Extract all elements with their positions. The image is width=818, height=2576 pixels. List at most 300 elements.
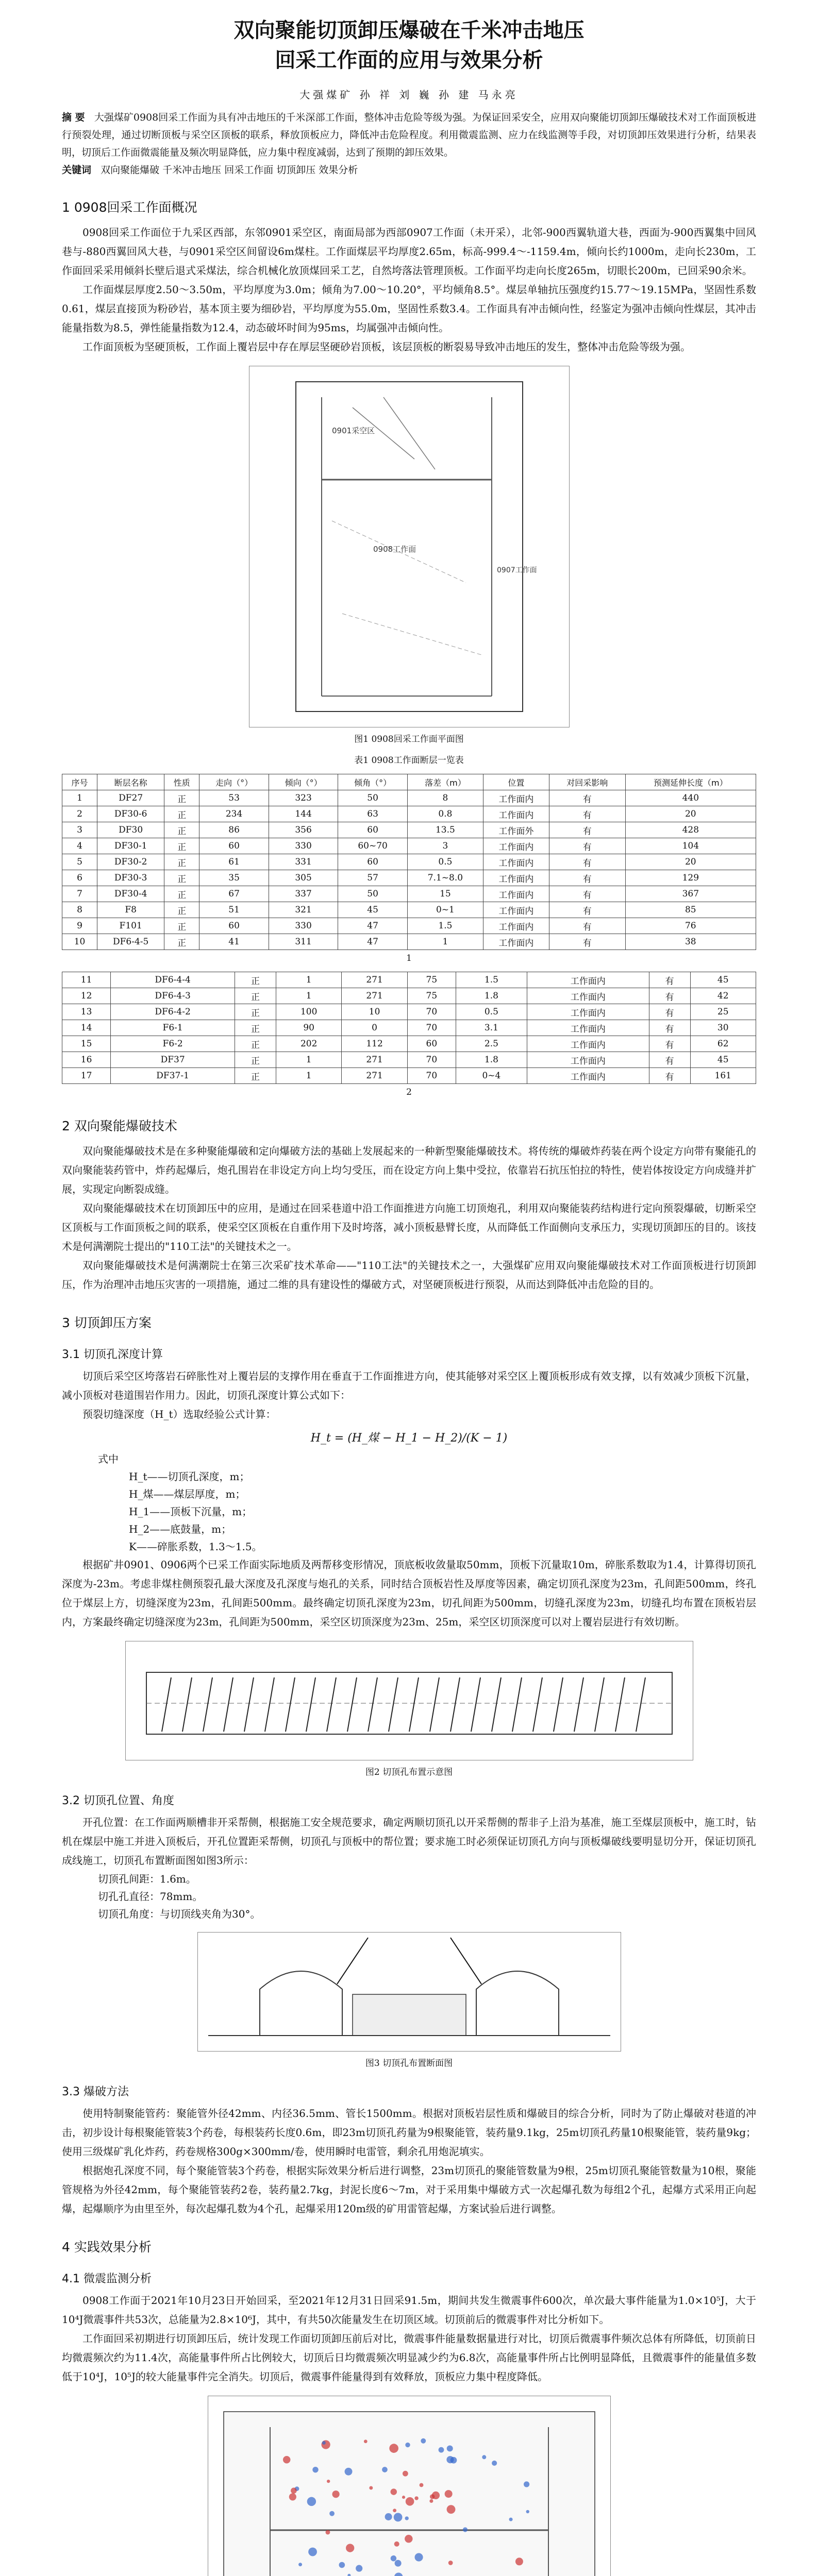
table-cell: DF37-1 — [111, 1068, 235, 1084]
table-1-header-cell: 对回采影响 — [549, 774, 625, 790]
microseismic-event-dot — [332, 2490, 339, 2498]
table-cell: 0~4 — [456, 1068, 527, 1084]
microseismic-event-dot — [307, 2497, 315, 2506]
table-cell: 工作面内 — [483, 806, 549, 822]
table-cell: 271 — [342, 1068, 407, 1084]
table-cell: 11 — [62, 972, 111, 988]
table-cell: 有 — [549, 854, 625, 870]
microseismic-event-dot — [414, 2496, 418, 2500]
borehole-line — [286, 1677, 295, 1732]
microseismic-event-dot — [298, 2563, 302, 2566]
table-cell: 1.5 — [456, 972, 527, 988]
microseismic-event-dot — [421, 2438, 426, 2444]
table-cell: 4 — [62, 838, 97, 854]
table-cell: 工作面内 — [527, 972, 649, 988]
table-cell: 45 — [690, 972, 756, 988]
table-cell: 有 — [549, 918, 625, 934]
borehole-line — [203, 1677, 212, 1732]
table-cell: 311 — [269, 934, 338, 950]
table-cell: 工作面内 — [527, 1068, 649, 1084]
table-cell: 51 — [199, 902, 269, 918]
figure-3 — [197, 1932, 621, 2052]
table-cell: 正 — [235, 1020, 276, 1036]
title-line-1: 双向聚能切顶卸压爆破在千米冲击地压 — [233, 19, 585, 42]
table-cell: DF30-3 — [97, 870, 164, 886]
table-cell: 61 — [199, 854, 269, 870]
section-4-heading: 4 实践效果分析 — [62, 2240, 152, 2255]
table-cell: 330 — [269, 838, 338, 854]
table-cell: 100 — [276, 1004, 341, 1020]
table-cell: 330 — [269, 918, 338, 934]
table-1-header-cell: 预测延伸长度（m） — [625, 774, 756, 790]
table-row — [62, 972, 756, 988]
table-1-header-row — [62, 774, 756, 790]
table-1-header-cell: 位置 — [483, 774, 549, 790]
table-cell: 60 — [199, 838, 269, 854]
borehole-parameter: 切孔孔直径：78mm。 — [98, 1890, 203, 1903]
section-3-heading: 3 切顶卸压方案 — [62, 1315, 152, 1330]
borehole-line — [347, 1677, 357, 1732]
table-cell: 15 — [62, 1036, 111, 1052]
table-cell: 45 — [690, 1052, 756, 1068]
fig1-label-face: 0908工作面 — [373, 545, 416, 554]
section-2-paragraph-3: 双向聚能爆破技术是何满潮院士在第三次采矿技术革命——"110工法"的关键技术之一，大强煤矿应用双向聚能爆破技术对工作面顶板进行切顶卸压，作为治理冲击地压灾害的一项措施，通过二维的具有建设性的爆破方式，对坚硬顶板进行预裂，从而达到降低冲击危险的目的。 — [62, 1259, 756, 1291]
table-cell: 3.1 — [456, 1020, 527, 1036]
microseismic-event-dot — [356, 2565, 362, 2572]
figure-2-borehole-layout — [126, 1641, 693, 1760]
microseismic-event-dot — [482, 2455, 486, 2459]
table-cell: 正 — [164, 934, 199, 950]
microseismic-event-dot — [344, 2468, 352, 2476]
keywords — [62, 161, 756, 179]
microseismic-event-dot — [414, 2553, 423, 2562]
microseismic-event-dot — [382, 2467, 388, 2472]
table-cell: 正 — [164, 806, 199, 822]
borehole-line — [636, 1677, 645, 1732]
table-cell: 38 — [625, 934, 756, 950]
table-cell: 正 — [164, 886, 199, 902]
table-row — [62, 1004, 756, 1020]
table-cell: 25 — [690, 1004, 756, 1020]
table-cell: 1.5 — [407, 918, 483, 934]
table-cell: 2 — [62, 806, 97, 822]
section-3-3-paragraph-2: 根据炮孔深度不同，每个聚能管装3个药卷，根据实际效果分析后进行调整，23m切顶孔的聚能管数量为9根，25m切顶孔聚能管数量为10根，聚能管规格为外径42mm，每个聚能管装药2卷，装药量2.7kg，封泥长度6～7m，对于采用集中爆破方式一次起爆孔数为每组2个孔，起爆方式采用正向起爆，起爆顺序为由里至外，每次起爆孔数为4个孔，起爆采用120m级的矿用雷管起爆，方案试验后进行调整。 — [62, 2164, 756, 2215]
table-cell: 2.5 — [456, 1036, 527, 1052]
borehole-line — [615, 1677, 625, 1732]
microseismic-event-dot — [394, 2560, 401, 2567]
table-cell: 工作面外 — [483, 822, 549, 838]
table-cell: 有 — [649, 1020, 690, 1036]
microseismic-event-dot — [444, 2490, 452, 2498]
table-cell: 45 — [338, 902, 408, 918]
table-row — [62, 806, 756, 822]
table-cell: 正 — [235, 1004, 276, 1020]
table-1b-continuation-label: 2 — [406, 1087, 412, 1097]
borehole-line — [533, 1677, 542, 1732]
table-cell: 正 — [164, 918, 199, 934]
table-cell: 有 — [649, 972, 690, 988]
paper-title — [62, 15, 756, 75]
table-row — [62, 1036, 756, 1052]
table-cell: 356 — [269, 822, 338, 838]
table-cell: 428 — [625, 822, 756, 838]
table-cell: 3 — [407, 838, 483, 854]
microseismic-event-dot — [446, 2505, 455, 2514]
table-cell: DF6-4-2 — [111, 1004, 235, 1020]
microseismic-event-dot — [390, 2555, 396, 2561]
table-cell: 60 — [338, 854, 408, 870]
microseismic-event-dot — [291, 2488, 297, 2494]
table-row — [62, 822, 756, 838]
table-cell: 1 — [62, 790, 97, 806]
table-cell: DF30-1 — [97, 838, 164, 854]
table-cell: 有 — [549, 934, 625, 950]
table-cell: 有 — [549, 790, 625, 806]
table-cell: DF30 — [97, 822, 164, 838]
formula-parameter: H_1——顶板下沉量，m； — [129, 1505, 253, 1518]
section-3-3-paragraph-1: 使用特制聚能管药：聚能管外径42mm、内径36.5mm、管长1500mm。根据对顶板岩层性质和爆破目的综合分析，同时为了防止爆破对巷道的冲击，初步设计每根聚能管装3个药卷，每根装药长度0.6m，即23m切顶孔药量为9根聚能管，装药量9.1kg，25m切顶孔药量10根聚能管，装药量9kg；使用三级煤矿乳化炸药，药卷规格300g×300mm/卷，使用瞬时电雷管，剩余孔用炮泥填实。 — [62, 2107, 756, 2158]
borehole-line — [265, 1677, 274, 1732]
table-cell: 有 — [649, 1004, 690, 1020]
formula-parameter: K——碎胀系数，1.3～1.5。 — [129, 1540, 262, 1553]
microseismic-event-dot — [289, 2493, 296, 2500]
table-cell: 53 — [199, 790, 269, 806]
figure-1-caption: 图1 0908回采工作面平面图 — [354, 734, 464, 744]
table-cell: 有 — [649, 1052, 690, 1068]
table-cell: 41 — [199, 934, 269, 950]
table-cell: 工作面内 — [527, 1036, 649, 1052]
microseismic-event-dot — [346, 2544, 354, 2552]
borehole-line — [182, 1677, 192, 1732]
figure-2 — [125, 1641, 693, 1760]
table-cell: 工作面内 — [483, 854, 549, 870]
microseismic-event-dot — [446, 2456, 454, 2463]
microseismic-event-dot — [393, 2509, 396, 2512]
table-cell: 工作面内 — [527, 1004, 649, 1020]
table-cell: 1 — [407, 934, 483, 950]
microseismic-event-dot — [390, 2488, 396, 2495]
table-cell: 8 — [62, 902, 97, 918]
table-cell: 305 — [269, 870, 338, 886]
section-2-paragraph-2: 双向聚能爆破技术在切顶卸压中的应用，是通过在回采巷道中沿工作面推进方向施工切顶炮孔，利用双向聚能装药结构进行定向预裂爆破，切断采空区顶板与工作面顶板之间的联系，使采空区顶板在自重作用下及时垮落，减小顶板悬臂长度，从而降低工作面侧向支承压力，实现切顶卸压的目的。该技术是何满潮院士提出的"110工法"的关键技术之一。 — [62, 1202, 756, 1252]
microseismic-event-dot — [282, 2456, 290, 2463]
table-cell: 0 — [342, 1020, 407, 1036]
section-3-3-heading: 3.3 爆破方法 — [62, 2086, 129, 2098]
table-cell: 正 — [235, 988, 276, 1004]
borehole-line — [368, 1677, 377, 1732]
table-cell: 104 — [625, 838, 756, 854]
figure-4 — [208, 2396, 611, 2576]
author-list: 大强煤矿 孙 祥 刘 巍 孙 建 马永亮 — [299, 89, 519, 101]
table-cell: 321 — [269, 902, 338, 918]
table-cell: DF27 — [97, 790, 164, 806]
table-1-continuation-label: 1 — [406, 953, 412, 963]
borehole-line — [244, 1677, 254, 1732]
section-4-1-paragraph-2: 工作面回采初期进行切顶卸压后，统计发现工作面切顶卸压前后对比，微震事件能量数据量进行对比，切顶后微震事件频次总体有所降低，切顶前日均微震频次约为11.4次，高能量事件所占比例较大，切顶后日均微震频次明显减少约为6.8次，高能量事件所占比例明显降低，且微震事件的能量值多数低于10⁴J，10⁵J的较大能量事件完全消失。切顶后，微震事件能量得到有效释放，顶板应力集中程度降低。 — [62, 2332, 756, 2383]
microseismic-event-dot — [438, 2447, 444, 2453]
table-cell: 20 — [625, 806, 756, 822]
table-cell: DF6-4-3 — [111, 988, 235, 1004]
table-cell: 工作面内 — [483, 886, 549, 902]
borehole-line — [306, 1677, 315, 1732]
table-cell: 5 — [62, 854, 97, 870]
table-cell: F101 — [97, 918, 164, 934]
table-cell: 112 — [342, 1036, 407, 1052]
table-1-continued-body — [62, 972, 756, 1084]
borehole-line — [554, 1677, 563, 1732]
keywords-label: 关键词 — [62, 164, 92, 176]
table-cell: 47 — [338, 934, 408, 950]
microseismic-event-dot — [325, 2530, 330, 2535]
table-row — [62, 902, 756, 918]
microseismic-event-dot — [405, 2516, 408, 2520]
microseismic-event-dot — [492, 2461, 497, 2466]
formula-cut-depth: H_t = (H_煤 − H_1 − H_2)/(K − 1) — [310, 1432, 508, 1445]
microseismic-event-dot — [312, 2467, 318, 2472]
borehole-line — [595, 1677, 604, 1732]
table-cell: DF30-6 — [97, 806, 164, 822]
microseismic-event-dot — [405, 2535, 412, 2543]
abstract-text: 大强煤矿0908回采工作面为具有冲击地压的千米深部工作面，整体冲击危险等级为强。为保证回采安全，应用双向聚能切顶卸压爆破技术对工作面顶板进行预裂处理，通过切断顶板与采空区顶板的联系，释放顶板应力，降低冲击危险程度。利用微震监测、应力在线监测等手段，对切顶卸压效果进行分析，结果表明，切顶后工作面微震能量及频次明显降低，应力集中程度减弱，达到了预期的卸压效果。 — [62, 112, 757, 158]
table-cell: 60 — [407, 1036, 456, 1052]
keywords-text: 双向聚能爆破 千米冲击地压 回采工作面 切顶卸压 效果分析 — [101, 164, 358, 176]
section-4-1-paragraph-1: 0908工作面于2021年10月23日开始回采，至2021年12月31日回采91.5m，期间共发生微震事件600次，单次最大事件能量为1.0×10⁵J，大于10⁴J微震事件共53次，总能量为2.8×10⁶J，其中，有共50次能量发生在切顶区域。切顶前后的微震事件对比分析如下。 — [62, 2294, 756, 2326]
microseismic-event-dot — [308, 2548, 317, 2556]
borehole-line — [492, 1677, 501, 1732]
borehole-line — [389, 1677, 398, 1732]
table-1-header-cell: 倾向（°） — [269, 774, 338, 790]
table-cell: 86 — [199, 822, 269, 838]
microseismic-event-dot — [394, 2541, 399, 2547]
borehole-line — [224, 1677, 233, 1732]
table-row — [62, 886, 756, 902]
fig1-label-goaf: 0901采空区 — [331, 426, 375, 435]
table-cell: F8 — [97, 902, 164, 918]
microseismic-event-dot — [526, 2510, 529, 2513]
table-cell: 有 — [549, 886, 625, 902]
table-cell: 13.5 — [407, 822, 483, 838]
borehole-line — [450, 1677, 460, 1732]
table-cell: 70 — [407, 1068, 456, 1084]
section-1-heading: 1 0908回采工作面概况 — [62, 200, 197, 215]
table-cell: 正 — [164, 870, 199, 886]
formula-where-label: 式中 — [98, 1453, 119, 1465]
table-cell: 20 — [625, 854, 756, 870]
table-row — [62, 1068, 756, 1084]
table-cell: 12 — [62, 988, 111, 1004]
table-row — [62, 854, 756, 870]
table-cell: 1.8 — [456, 1052, 527, 1068]
microseismic-event-dot — [339, 2562, 345, 2568]
borehole-line — [574, 1677, 583, 1732]
table-cell: 271 — [342, 1052, 407, 1068]
table-cell: 正 — [164, 838, 199, 854]
table-cell: 17 — [62, 1068, 111, 1084]
table-cell: 271 — [342, 972, 407, 988]
section-3-1-heading: 3.1 切顶孔深度计算 — [62, 1348, 163, 1361]
section-3-2-parameters — [62, 1870, 756, 1923]
table-cell: 1 — [276, 1068, 341, 1084]
table-cell: 1 — [276, 1052, 341, 1068]
table-cell: 90 — [276, 1020, 341, 1036]
table-cell: 62 — [690, 1036, 756, 1052]
table-cell: 129 — [625, 870, 756, 886]
borehole-line — [162, 1677, 171, 1732]
figure-3-caption: 图3 切顶孔布置断面图 — [365, 2058, 453, 2069]
table-cell: 正 — [164, 822, 199, 838]
table-cell: 工作面内 — [483, 902, 549, 918]
table-cell: 9 — [62, 918, 97, 934]
table-cell: 0.5 — [456, 1004, 527, 1020]
section-2-heading: 2 双向聚能爆破技术 — [62, 1118, 177, 1133]
abstract — [62, 109, 756, 161]
table-1-continued — [62, 972, 756, 1084]
table-cell: 工作面内 — [483, 838, 549, 854]
table-cell: 有 — [549, 806, 625, 822]
table-cell: 7.1~8.0 — [407, 870, 483, 886]
table-cell: 有 — [649, 988, 690, 1004]
section-3-2-heading: 3.2 切顶孔位置、角度 — [62, 1794, 174, 1807]
section-1-paragraph-1: 0908回采工作面位于九采区西部，东邻0901采空区，南面局部为西部0907工作面（未开采），北邻-900西翼轨道大巷，西面为-900西翼集中回风巷与-880西翼回风大巷，与0901采空区间留设6m煤柱。工作面煤层平均厚度2.65m，标高-999.4～-1159.4m，倾向长约1000m，走向长230m，工作面回采采用倾斜长壁后退式采煤法，综合机械化放顶煤回采工艺，自然垮落法管理顶板。工作面平均走向长度265m，切眼长200m，已回采90余米。 — [62, 226, 756, 277]
table-cell: 0.5 — [407, 854, 483, 870]
table-cell: 76 — [625, 918, 756, 934]
microseismic-event-dot — [402, 2496, 405, 2499]
microseismic-event-dot — [419, 2483, 423, 2487]
table-cell: 工作面内 — [527, 988, 649, 1004]
table-cell: 42 — [690, 988, 756, 1004]
figure-3-section-drawing — [198, 1933, 621, 2051]
table-1-header-cell: 走向（°） — [199, 774, 269, 790]
figure-1 — [249, 366, 570, 727]
table-cell: 271 — [342, 988, 407, 1004]
table-cell: 正 — [164, 790, 199, 806]
section-1-paragraph-2: 工作面煤层厚度2.50～3.50m，平均厚度为3.0m；倾角为7.00～10.20°，平均倾角8.5°。煤层单轴抗压强度约15.77～19.15MPa，坚固性系数0.61，煤层直接顶为粉砂岩，基本顶主要为细砂岩，平均厚度为55.0m，坚固性系数3.4。工作面具有冲击倾向性，经鉴定为强冲击倾向性煤层，其冲击能量指数为8.5，弹性能量指数为12.4，动态破坏时间为95ms，均属强冲击倾向性。 — [62, 283, 756, 334]
table-cell: 有 — [549, 870, 625, 886]
microseismic-event-dot — [322, 2441, 325, 2445]
table-cell: 161 — [690, 1068, 756, 1084]
table-cell: 67 — [199, 886, 269, 902]
table-cell: 有 — [649, 1068, 690, 1084]
table-1-header-cell: 性质 — [164, 774, 199, 790]
table-cell: 10 — [62, 934, 97, 950]
table-1-header-cell: 落差（m） — [407, 774, 483, 790]
table-cell: F6-2 — [111, 1036, 235, 1052]
table-cell: 440 — [625, 790, 756, 806]
table-cell: 202 — [276, 1036, 341, 1052]
microseismic-event-dot — [462, 2527, 467, 2532]
microseismic-event-dot — [326, 2480, 329, 2483]
borehole-line — [327, 1677, 336, 1732]
table-cell: 63 — [338, 806, 408, 822]
table-row — [62, 1020, 756, 1036]
table-row — [62, 934, 756, 950]
table-cell: 15 — [407, 886, 483, 902]
table-1-body — [62, 790, 756, 950]
section-3-1-paragraph-3: 根据矿井0901、0906两个已采工作面实际地质及两帮移变形情况，顶底板收敛量取50mm，顶板下沉量取10m，碎胀系数取为1.4，计算得切顶孔深度为-23m。考虑非煤柱侧预裂孔最大深度及孔深度与炮孔的关系，同时结合顶板岩性及厚度等因素，确定切顶孔深度为23m，孔间距500mm，终孔位于煤层上方，切缝深度为23m，孔间距500mm。最终确定切顶孔深度为23m，切孔间距为500mm，切缝孔深度为23m，切缝孔均布置在顶板岩层内，方案最终确定切缝深度为23m，孔间距为500mm，采空区切顶深度为23m、25m，采空区切顶深度可以对上覆岩层进行有效切断。 — [62, 1558, 756, 1628]
table-cell: 0.8 — [407, 806, 483, 822]
table-cell: 工作面内 — [483, 790, 549, 806]
table-cell: 57 — [338, 870, 408, 886]
table-row — [62, 918, 756, 934]
table-cell: 337 — [269, 886, 338, 902]
section-3-1-paragraph-1: 切顶后采空区垮落岩石碎胀性对上覆岩层的支撑作用在垂直于工作面推进方向，使其能够对采空区上覆顶板形成有效支撑，以有效减少顶板下沉量，减小顶板对巷道围岩作用力。因此，切顶孔深度计算公式如下： — [62, 1370, 756, 1401]
table-cell: DF6-4-5 — [97, 934, 164, 950]
microseismic-event-dot — [431, 2492, 439, 2499]
table-cell: 234 — [199, 806, 269, 822]
table-cell: 16 — [62, 1052, 111, 1068]
table-cell: 工作面内 — [483, 918, 549, 934]
table-cell: 60~70 — [338, 838, 408, 854]
borehole-parameter: 切顶孔角度：与切顶线夹角为30°。 — [98, 1908, 261, 1920]
table-cell: 60 — [199, 918, 269, 934]
borehole-line — [409, 1677, 419, 1732]
table-cell: 工作面内 — [527, 1020, 649, 1036]
table-cell: 70 — [407, 1004, 456, 1020]
table-cell: 35 — [199, 870, 269, 886]
table-1 — [62, 774, 756, 950]
table-1-header-cell: 倾角（°） — [338, 774, 408, 790]
section-2-paragraph-1: 双向聚能爆破技术是在多种聚能爆破和定向爆破方法的基础上发展起来的一种新型聚能爆破技术。将传统的爆破炸药装在两个设定方向带有聚能孔的双向聚能装药管中，炸药起爆后，炮孔围岩在非设定方向上均匀受压，而在设定方向上集中受拉，依靠岩石抗压怕拉的特性，使岩体按设定方向成缝并扩展，实现定向断裂成缝。 — [62, 1145, 756, 1195]
borehole-parameter: 切顶孔间距：1.6m。 — [98, 1873, 196, 1885]
table-row — [62, 988, 756, 1004]
table-cell: 70 — [407, 1020, 456, 1036]
microseismic-event-dot — [405, 2497, 414, 2506]
table-cell: 工作面内 — [527, 1052, 649, 1068]
microseismic-event-dot — [509, 2518, 512, 2521]
table-cell: DF30-4 — [97, 886, 164, 902]
microseismic-event-dot — [405, 2443, 410, 2447]
table-cell: 1.8 — [456, 988, 527, 1004]
table-cell: 14 — [62, 1020, 111, 1036]
microseismic-event-dot — [363, 2439, 367, 2443]
table-1-header-cell: 断层名称 — [97, 774, 164, 790]
table-cell: 75 — [407, 972, 456, 988]
table-cell: 47 — [338, 918, 408, 934]
table-cell: 70 — [407, 1052, 456, 1068]
table-cell: 工作面内 — [483, 934, 549, 950]
table-cell: 13 — [62, 1004, 111, 1020]
section-1-paragraph-3: 工作面顶板为坚硬顶板，工作面上覆岩层中存在厚层坚硬砂岩顶板，该层顶板的断裂易导致冲击地压的发生，整体冲击危险等级为强。 — [82, 341, 691, 353]
table-cell: 323 — [269, 790, 338, 806]
microseismic-event-dot — [523, 2481, 529, 2487]
table-cell: 有 — [549, 902, 625, 918]
microseismic-event-dot — [369, 2486, 373, 2490]
section-4-1-heading: 4.1 微震监测分析 — [62, 2273, 152, 2285]
microseismic-event-dot — [329, 2511, 335, 2516]
table-cell: 50 — [338, 790, 408, 806]
table-cell: 有 — [549, 838, 625, 854]
table-cell: 正 — [235, 1068, 276, 1084]
formula-parameter: H_2——底鼓量，m； — [129, 1523, 232, 1535]
table-cell: 0~1 — [407, 902, 483, 918]
microseismic-event-dot — [393, 2513, 402, 2522]
table-cell: 3 — [62, 822, 97, 838]
table-cell: 331 — [269, 854, 338, 870]
formula-parameters — [62, 1468, 756, 1555]
table-row — [62, 838, 756, 854]
table-cell: 85 — [625, 902, 756, 918]
table-row — [62, 790, 756, 806]
borehole-line — [512, 1677, 522, 1732]
table-cell: 8 — [407, 790, 483, 806]
microseismic-event-dot — [429, 2499, 433, 2503]
table-cell: 工作面内 — [483, 870, 549, 886]
title-line-2: 回采工作面的应用与效果分析 — [275, 48, 543, 72]
figure-2-caption: 图2 切顶孔布置示意图 — [365, 1767, 453, 1777]
table-cell: 1 — [276, 972, 341, 988]
table-cell: 正 — [164, 854, 199, 870]
table-cell: 1 — [276, 988, 341, 1004]
